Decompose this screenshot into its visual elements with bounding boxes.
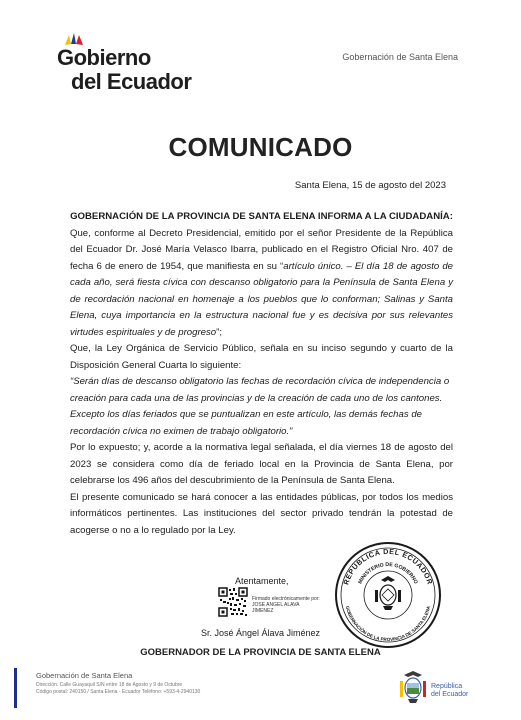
signer-title: GOBERNADOR DE LA PROVINCIA DE SANTA ELENA [140,647,381,658]
body-heading: GOBERNACIÓN DE LA PROVINCIA DE SANTA ELENA INFORMA A LA CIUDADANÍA: [70,211,453,222]
qr-code-icon [218,587,248,617]
footer-republic-line1: República [431,683,463,690]
footer-address-line1: Dirección: Calle Guayaquil S/N entre 18 de Agosto y 9 de Octubre [36,682,183,688]
footer-address-line2: Código postal: 240150 / Santa Elena - Ecuador Teléfono: +593-4-2940130 [36,688,201,695]
document-date: Santa Elena, 15 de agosto del 2023 [294,180,446,191]
digital-signature-text [252,596,320,614]
document-title: COMUNICADO [168,132,353,162]
paragraph-3: Por lo expuesto; y, acorde a la normativa legal señalada, el día viernes 18 de agosto del 2023 se considera como día de feriado local en la Provincia de Santa Elena, por celebrarse los 496 años del descubrimiento de la Península de Santa Elena. [70,442,453,486]
paragraph-4: El presente comunicado se hará conocer a las entidades públicas, por todos los medios informáticos pertinentes. Las instituciones del sector privado tendrán la potestad de acogerse o no a lo regulado por la Ley. [70,491,453,536]
svg-text:MINISTERIO DE GOBIERNO [357,562,418,585]
footer-accent-bar [14,668,17,708]
footer-organization: Gobernación de Santa Elena [36,671,133,680]
document-body [70,209,453,539]
seal-bottom-text: GOBERNACIÓN DE LA PROVINCIA DE SANTA ELENA [344,605,432,643]
logo-text-line2: del Ecuador [71,69,192,94]
seal-outer-text: REPÚBLICA DEL ECUADOR [341,546,435,586]
digital-signature-line2: JOSE ANGEL ALAVA [252,602,300,608]
legal-quote: “Serán días de descanso obligatorio las fechas de recordación cívica de independencia o creación para cada una de las provincias y de la creación de cada uno de los cantones. Excepto los días feriados que se puntualizan en este artículo, las demás fechas de recordación cívica no eximen de trabajo obligatorio.” [70,376,450,437]
coat-of-arms-icon [398,669,428,705]
gobierno-logo [57,33,192,94]
footer-address [36,682,200,695]
paragraph-1 [70,226,453,342]
logo-text-line1: Gobierno [57,45,151,70]
footer-republic-line2: del Ecuador [431,691,469,698]
closing-text: Atentamente, [235,576,289,586]
header-organization: Gobernación de Santa Elena [342,52,458,62]
signer-name: Sr. José Ángel Álava Jiménez [200,628,321,638]
digital-signature-line1: Firmado electrónicamente por: [252,596,320,602]
paragraph-1-quote: artículo único. – El día 18 de agosto de cada año, será fiesta cívica con descanso obligatorio para la Península de Santa Elena y de recordación nacional en homenaje a los pueblos que lo conforman; Salinas y Santa Elena, cuya importancia en la estructura nacional fue y es decisiva por sus relevantes virtudes espirituales y de progreso [70,260,454,338]
paragraph-1-text: Que, conforme al Decreto Presidencial, emitido por el señor Presidente de la República del Ecuador Dr. José María Velasco Ibarra, publicado en el Registro Oficial Nro. 407 de fecha 6 de enero de 1954, que manifiesta en su “ [70,227,453,272]
paragraph-1-end: ”; [216,326,222,338]
paragraph-2: Que, la Ley Orgánica de Servicio Público, señala en su inciso segundo y cuarto de la Disposición General Cuarta lo siguiente: [70,343,453,371]
seal-coat-of-arms-icon [375,576,401,610]
official-seal-icon [333,540,443,650]
footer-republic-label [431,683,468,699]
digital-signature-line3: JIMENEZ [252,608,274,614]
seal-inner-text: MINISTERIO DE GOBIERNO [357,561,419,586]
